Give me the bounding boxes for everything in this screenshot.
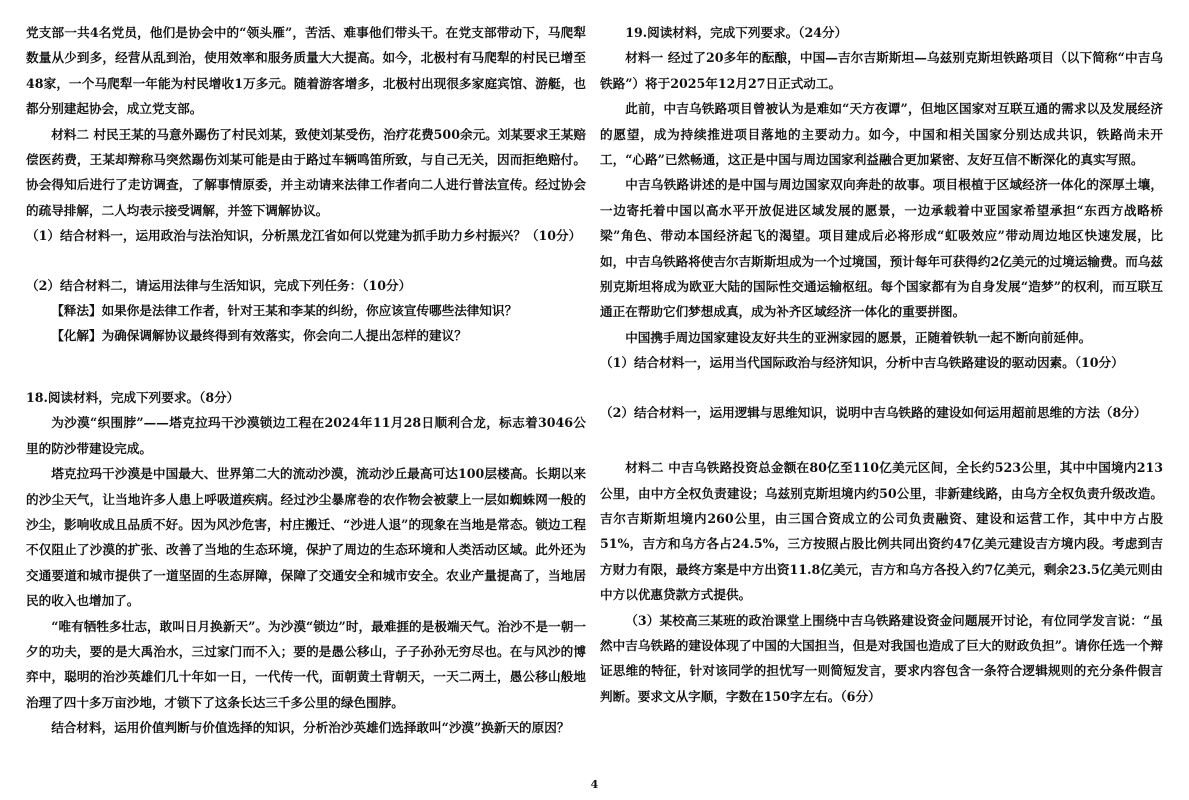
q19-material-2: 材料二 中吉乌铁路投资总金额在80亿至110亿美元区间，全长约523公里，其中中国境内213公里，由中方全权负责建设；乌兹别克斯坦境内约50公里，非新建线路，由乌方全权负责升级改造。吉尔吉斯斯坦境内260公里，由三国合资成立的公司负责融资、建设和运营工作，其中中方占股51%，吉方和乌方各占24.5%，三方按照占股比例共同出资约47亿美元建设吉方境内段。考虑到吉方财力有限，最终方案是中方出资11.8亿美元，吉方和乌方各投入约7亿美元，剩余23.5亿美元则由中方以优惠贷款方式提供。 — [600, 460, 1163, 603]
question-17-1: （1）结合材料一，运用政治与法治知识，分析黑龙江省如何以党建为抓手助力乡村振兴？（10分） — [26, 228, 582, 244]
q18-paragraph-2: 塔克拉玛干沙漠是中国最大、世界第二大的流动沙漠，流动沙丘最高可达100层楼高。长期以来的沙尘天气，让当地许多人患上呼吸道疾病。经过沙尘暴席卷的农作物会被蒙上一层如蜘蛛网一般的沙尘，影响收成且品质不好。因为风沙危害，村庄搬迁、“沙进人退”的现象在当地是常态。锁边工程不仅阻止了沙漠的扩张、改善了当地的生态环境，保护了周边的生态环境和人类活动区域。此外还为交通要道和城市提供了一道坚固的生态屏障，保障了交通安全和城市安全。农业产量提高了，当地居民的收入也增加了。 — [26, 466, 586, 609]
q18-paragraph-1: 为沙漠“织围脖”——塔克拉玛干沙漠锁边工程在2024年11月28日顺利合龙，标志着3046公里的防沙带建设完成。 — [26, 415, 586, 456]
question-18-heading: 18.阅读材料，完成下列要求。（8分） — [26, 389, 240, 405]
question-19-3: （3）某校高三某班的政治课堂上围绕中吉乌铁路建设资金问题展开讨论，有位同学发言说：“虽然中吉乌铁路的建设体现了中国的大国担当，但是对我国也造成了巨大的财政负担”。请你任选一个辩证思维的特征，针对该同学的担忧写一则简短发言，要求内容包含一条符合逻辑规则的充分条件假言判断。要求文从字顺，字数在150字左右。（6分） — [600, 612, 1163, 704]
task-interpret-law: 【释法】如果你是法律工作者，针对王某和李某的纠纷，你应该宣传哪些法律知识？ — [51, 303, 518, 319]
q19-material-1-p4: 中国携手周边国家建设友好共生的亚洲家园的愿景，正随着铁轨一起不断向前延伸。 — [625, 329, 1092, 345]
task-resolve: 【化解】为确保调解协议最终得到有效落实，你会向二人提出怎样的建议？ — [51, 328, 467, 344]
left-column — [26, 20, 586, 741]
question-17-2: （2）结合材料二，请运用法律与生活知识，完成下列任务：（10分） — [26, 277, 412, 293]
question-19-1: （1）结合材料一，运用当代国际政治与经济知识，分析中吉乌铁路建设的驱动因素。（10分） — [600, 355, 1124, 371]
q19-material-1-p1: 材料一 经过了20多年的酝酿，中国—吉尔吉斯斯坦—乌兹别克斯坦铁路项目（以下简称“中吉乌铁路”）将于2025年12月27日正式动工。 — [600, 50, 1163, 91]
q18-paragraph-3: “唯有牺牲多壮志，敢叫日月换新天”。为沙漠“锁边”时，最难捱的是极端天气。治沙不是一朝一夕的功夫，要的是大禹治水，三过家门而不入；要的是愚公移山，子子孙孙无穷尽也。在与风沙的博弈中，聪明的治沙英雄们几十年如一日，一代传一代，面朝黄土背朝天，一天二两土，愚公移山般地治理了四十多万亩沙地，才锁下了这条长达三千多公里的绿色围脖。 — [26, 618, 586, 710]
q18-question: 结合材料，运用价值判断与价值选择的知识，分析治沙英雄们选择敢叫“沙漠”换新天的原因？ — [51, 720, 570, 736]
page-number: 4 — [590, 778, 599, 791]
material-1-continued: 党支部一共4名党员，他们是协会中的“领头雁”，苦活、难事他们带头干。在党支部带动下，马爬犁数量从少到多，经营从乱到治，使用效率和服务质量大大提高。如今，北极村有马爬犁的村民已增至48家，一个马爬犁一年能为村民增收1万多元。随着游客增多，北极村出现很多家庭宾馆、游艇，也都分别建起协会，成立党支部。 — [26, 25, 586, 117]
right-column — [600, 20, 1163, 709]
q19-material-1-p3: 中吉乌铁路讲述的是中国与周边国家双向奔赴的故事。项目根植于区域经济一体化的深厚土壤，一边寄托着中国以高水平开放促进区域发展的愿景，一边承载着中亚国家希望承担“东西方战略桥梁”角色、带动本国经济起飞的渴望。项目建成后必将形成“虹吸效应”带动周边地区快速发展，比如，中吉乌铁路将使吉尔吉斯斯坦成为一个过境国，预计每年可获得约2亿美元的过境运输费。而乌兹别克斯坦将成为欧亚大陆的国际性交通运输枢纽。每个国家都有为自身发展“造梦”的权利，而互联互通正在帮助它们梦想成真，成为补齐区域经济一体化的重要拼图。 — [600, 177, 1163, 320]
question-19-heading: 19.阅读材料，完成下列要求。（24分） — [625, 25, 848, 40]
question-19-2: （2）结合材料一，运用逻辑与思维知识，说明中吉乌铁路的建设如何运用超前思维的方法（8分） — [600, 404, 1147, 420]
q19-material-1-p2: 此前，中吉乌铁路项目曾被认为是难如“天方夜谭”，但地区国家对互联互通的需求以及发展经济的愿望，成为持续推进项目落地的主要动力。如今，中国和相关国家分别达成共识，铁路尚未开工，“心路”已然畅通，这正是中国与周边国家利益融合更加紧密、友好互信不断深化的真实写照。 — [600, 101, 1163, 168]
material-2: 材料二 村民王某的马意外踢伤了村民刘某，致使刘某受伤，治疗花费500余元。刘某要求王某赔偿医药费，王某却辩称马突然踢伤刘某可能是由于路过车辆鸣笛所致，与自己无关，因而拒绝赔付。协会得知后进行了走访调查，了解事情原委，并主动请来法律工作者向二人进行普法宣传。经过协会的疏导排解，二人均表示接受调解，并签下调解协议。 — [26, 126, 586, 218]
